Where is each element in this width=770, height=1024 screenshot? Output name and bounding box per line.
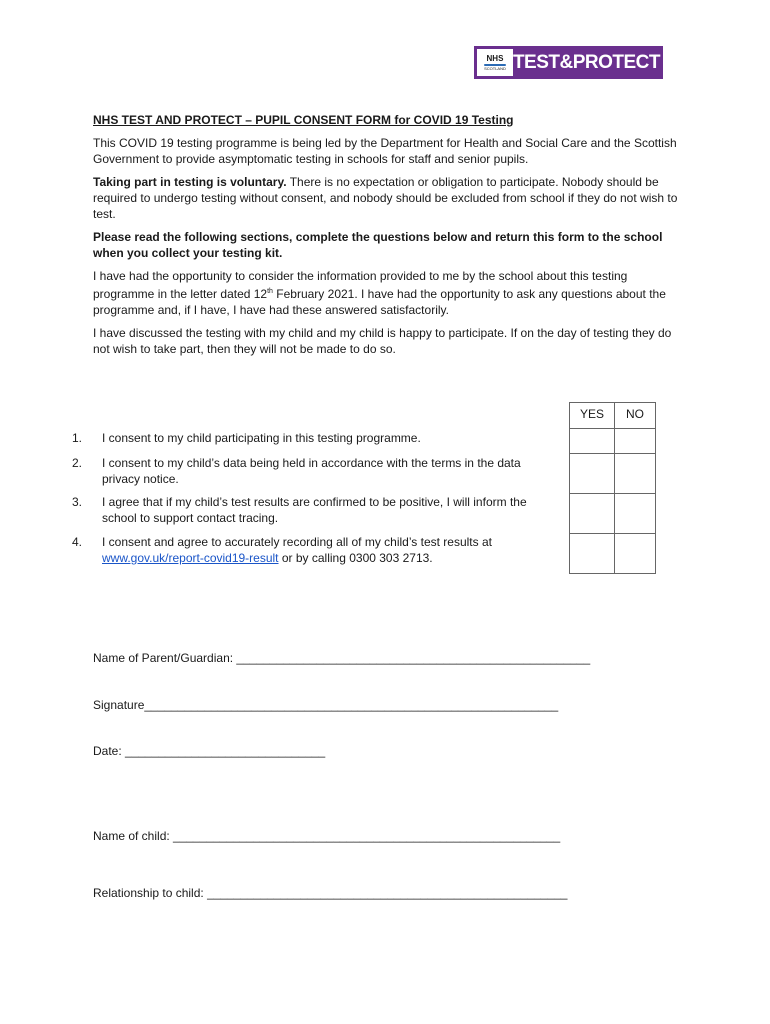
test-protect-wordmark: TEST&PROTECT bbox=[513, 49, 660, 76]
opportunity-paragraph bbox=[93, 268, 678, 318]
question-1 bbox=[72, 430, 562, 446]
signature-field[interactable]: Signature______________________________________________________________ bbox=[93, 698, 559, 712]
instruction-paragraph: Please read the following sections, complete the questions below and return this form to the school when you collect your testing kit. bbox=[93, 230, 663, 260]
question-text-b: or by calling 0300 303 2713. bbox=[278, 551, 433, 565]
question-number: 1. bbox=[72, 431, 83, 445]
no-header: NO bbox=[615, 403, 656, 429]
q3-yes-box[interactable] bbox=[570, 494, 615, 534]
discussed-paragraph: I have discussed the testing with my child and my child is happy to participate. If on the day of testing they do not wish to take part, then they will not be made to do so. bbox=[93, 326, 672, 356]
yes-header: YES bbox=[570, 403, 615, 429]
opportunity-text-a: I have had the opportunity to consider the information provided to me by the school about this testing programme in the letter dated 12 bbox=[93, 269, 628, 301]
nhs-logo-subtext: SCOTLAND bbox=[484, 65, 506, 71]
child-name-field[interactable]: Name of child: __________________________________________________________ bbox=[93, 829, 561, 843]
question-text-a: I consent and agree to accurately recording all of my child’s test results at bbox=[102, 535, 492, 549]
q2-no-box[interactable] bbox=[615, 454, 656, 494]
report-result-link[interactable]: www.gov.uk/report-covid19-result bbox=[102, 551, 279, 565]
question-text bbox=[102, 534, 562, 566]
parent-name-field[interactable]: Name of Parent/Guardian: _____________________________________________________ bbox=[93, 651, 591, 665]
question-number: 2. bbox=[72, 456, 83, 470]
form-body bbox=[93, 112, 678, 364]
q4-yes-box[interactable] bbox=[570, 534, 615, 574]
voluntary-heading: Taking part in testing is voluntary. bbox=[93, 175, 287, 189]
consent-answer-table bbox=[569, 402, 656, 574]
opportunity-text-b: February 2021. I have had the opportunity to ask any questions about the programme and, if I have, I have had these answered satisfactorily. bbox=[93, 287, 666, 317]
date-ordinal-suffix: th bbox=[267, 288, 273, 295]
form-title: NHS TEST AND PROTECT – PUPIL CONSENT FORM for COVID 19 Testing bbox=[93, 113, 514, 127]
q3-no-box[interactable] bbox=[615, 494, 656, 534]
intro-paragraph: This COVID 19 testing programme is being led by the Department for Health and Social Care and the Scottish Government to provide asymptomatic testing in schools for staff and senior pupils. bbox=[93, 136, 677, 166]
q4-no-box[interactable] bbox=[615, 534, 656, 574]
question-text: I agree that if my child’s test results are confirmed to be positive, I will inform the school to support contact tracing. bbox=[102, 495, 527, 525]
question-number: 4. bbox=[72, 535, 83, 549]
date-field[interactable]: Date: ______________________________ bbox=[93, 744, 326, 758]
question-2 bbox=[72, 455, 562, 487]
q2-yes-box[interactable] bbox=[570, 454, 615, 494]
q1-yes-box[interactable] bbox=[570, 429, 615, 454]
question-text: I consent to my child’s data being held in accordance with the terms in the data privacy notice. bbox=[102, 456, 521, 486]
nhs-scotland-logo bbox=[477, 49, 513, 76]
question-4 bbox=[72, 534, 562, 566]
relationship-field[interactable]: Relationship to child: ______________________________________________________ bbox=[93, 886, 568, 900]
question-text: I consent to my child participating in this testing programme. bbox=[102, 431, 421, 445]
nhs-logo-text: NHS bbox=[486, 53, 504, 63]
voluntary-paragraph bbox=[93, 174, 678, 222]
q1-no-box[interactable] bbox=[615, 429, 656, 454]
test-and-protect-logo bbox=[474, 46, 663, 79]
voluntary-text: There is no expectation or obligation to participate. Nobody should be required to undergo testing without consent, and nobody should be excluded from school if they do not wish to test. bbox=[93, 175, 678, 221]
question-3 bbox=[72, 494, 562, 526]
question-number: 3. bbox=[72, 495, 83, 509]
